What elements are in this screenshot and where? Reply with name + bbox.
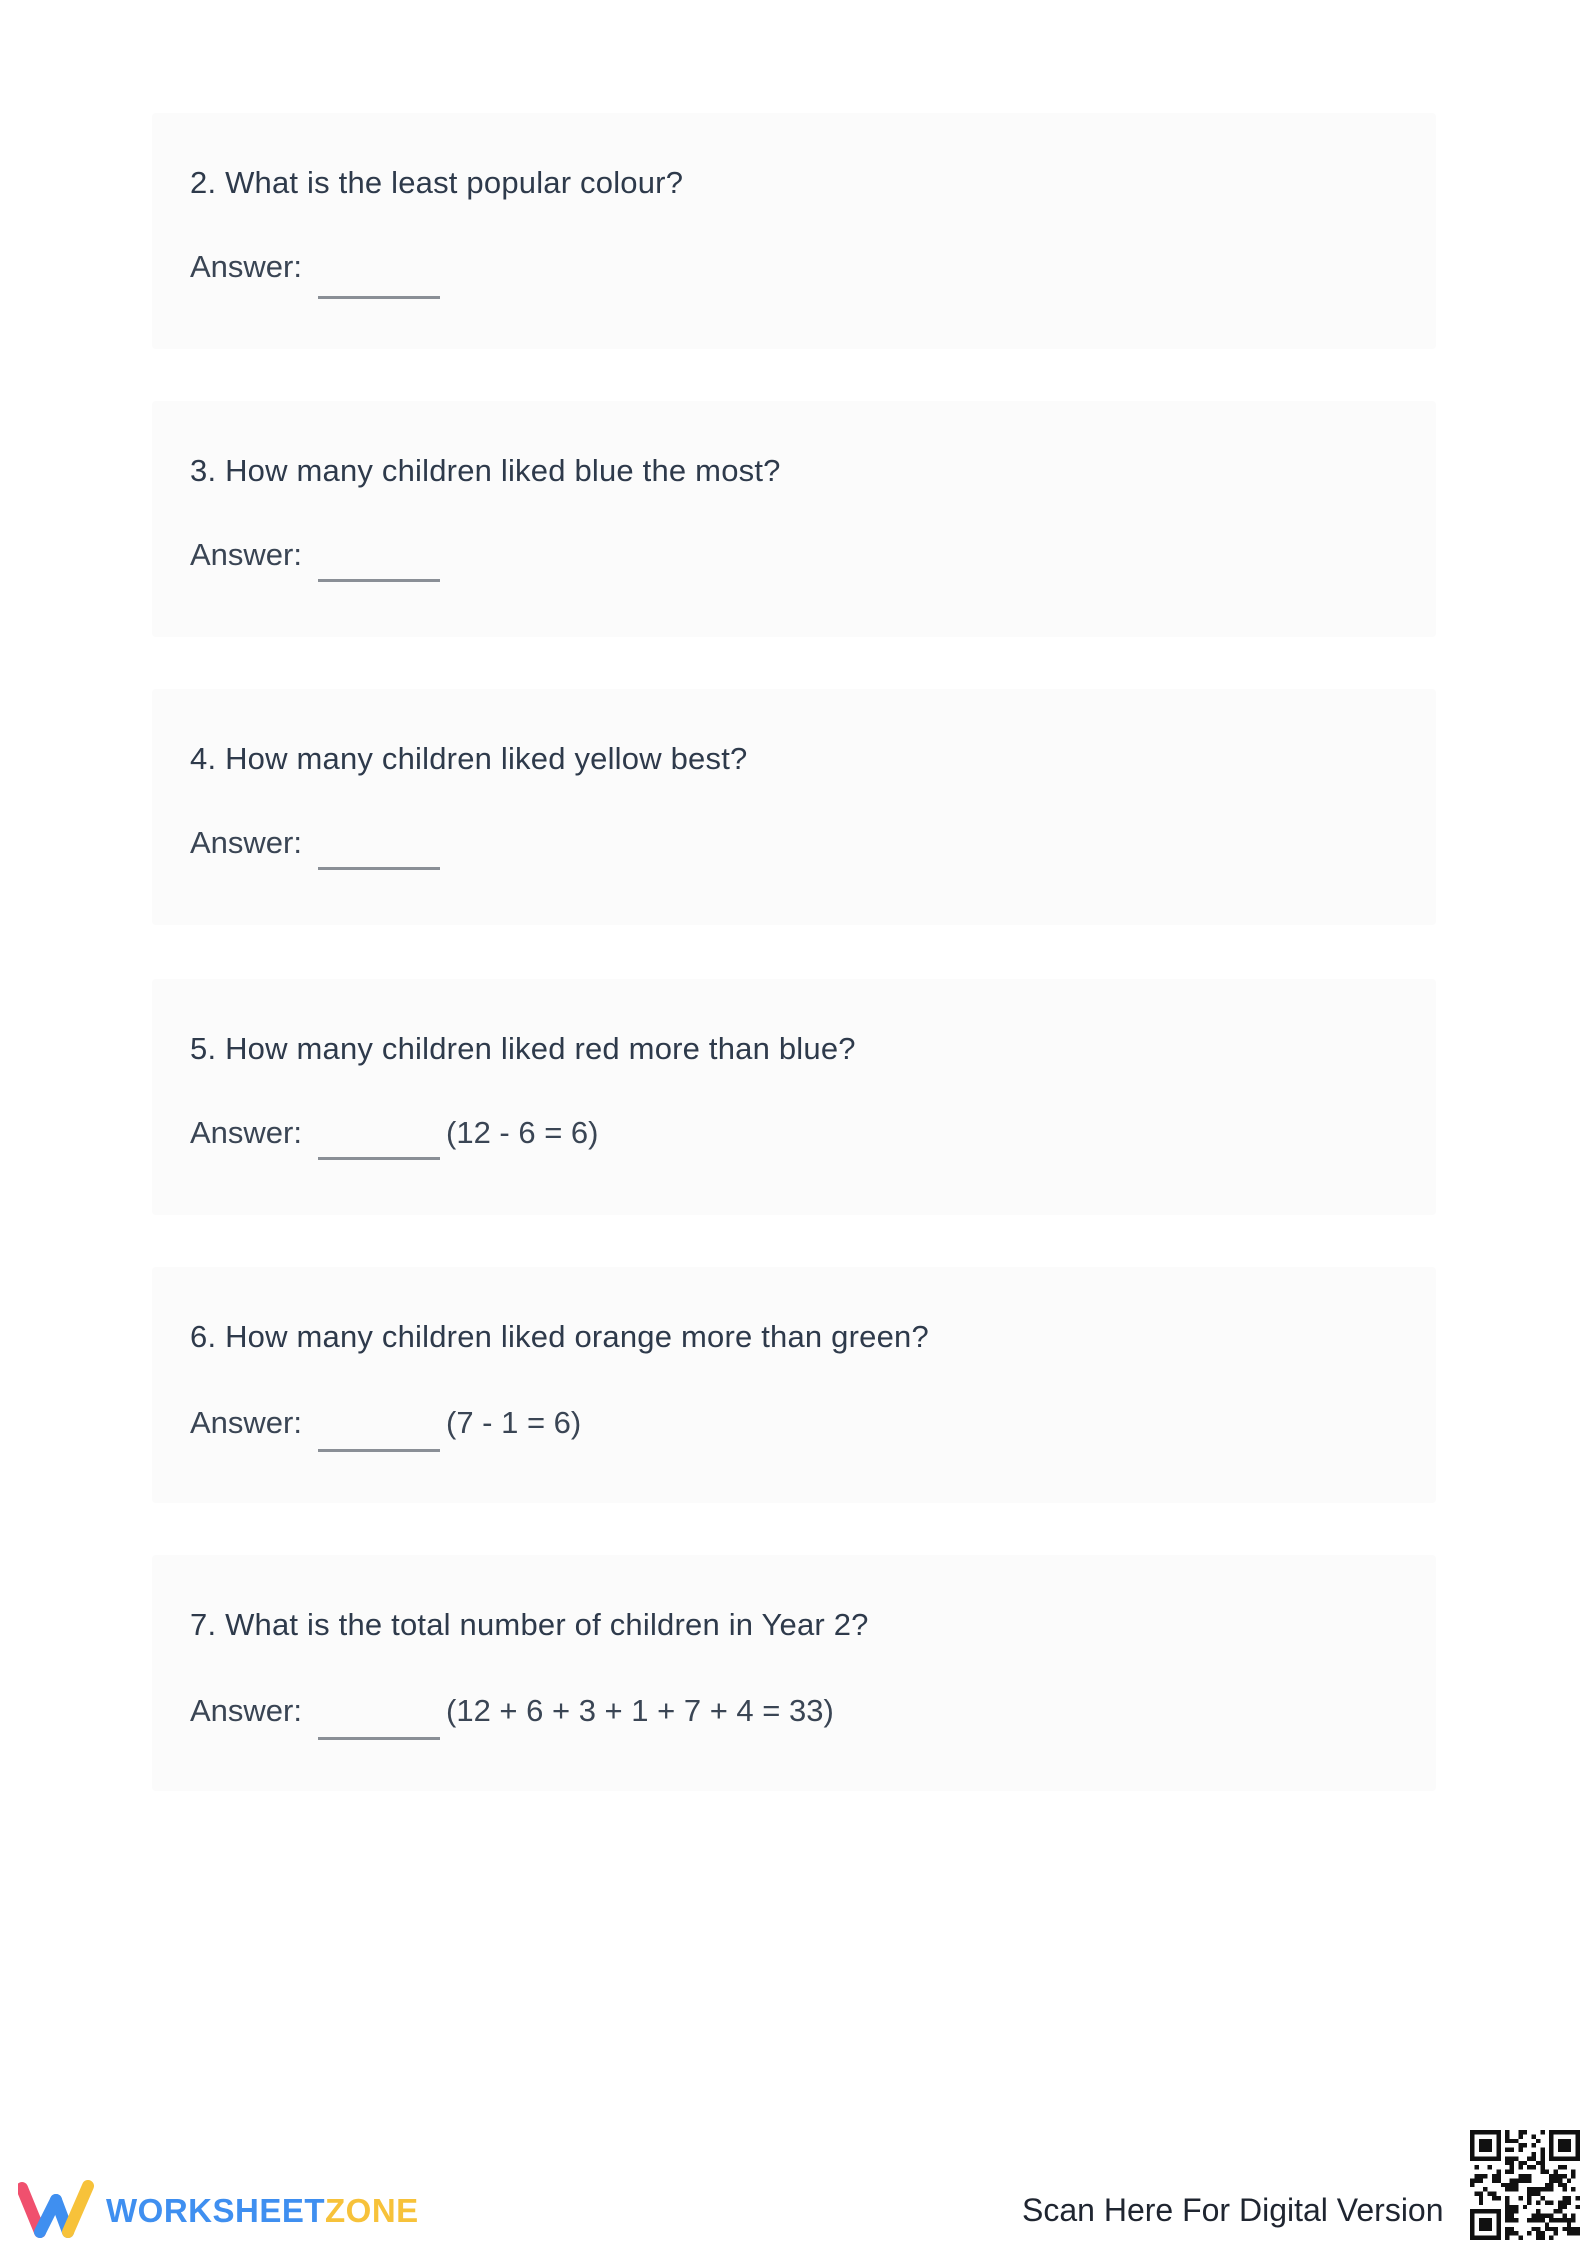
brand-logo[interactable] [18,2180,438,2240]
question-card-4 [152,689,1436,925]
answer-label: Answer: [190,1115,302,1150]
scan-here-label: Scan Here For Digital Version [1022,2192,1444,2228]
brand-name-part1: WORKSHEET [106,2192,325,2229]
answer-label: Answer: [190,1405,302,1440]
answer-label: Answer: [190,1693,302,1728]
question-card-2 [152,113,1436,349]
answer-blank[interactable] [318,867,440,870]
answer-blank[interactable] [318,579,440,582]
question-text: 4. How many children liked yellow best? [190,741,748,776]
question-text: 2. What is the least popular colour? [190,165,684,200]
qr-code-icon[interactable] [1470,2130,1580,2240]
brand-name-part2: ZONE [325,2192,419,2229]
question-text: 5. How many children liked red more than blue? [190,1031,856,1066]
answer-label: Answer: [190,825,302,860]
question-card-5 [152,979,1436,1215]
question-card-6 [152,1267,1436,1503]
question-text: 6. How many children liked orange more than green? [190,1319,929,1354]
answer-label: Answer: [190,537,302,572]
answer-blank[interactable] [318,1157,440,1160]
answer-label: Answer: [190,249,302,284]
answer-hint: (7 - 1 = 6) [446,1405,582,1440]
brand-name [106,2192,419,2230]
answer-hint: (12 - 6 = 6) [446,1115,599,1150]
answer-blank[interactable] [318,1449,440,1452]
answer-blank[interactable] [318,1737,440,1740]
worksheetzone-logo-icon [18,2180,98,2240]
question-card-3 [152,401,1436,637]
question-card-7 [152,1555,1436,1791]
question-text: 3. How many children liked blue the most? [190,453,781,488]
question-text: 7. What is the total number of children in Year 2? [190,1607,869,1642]
answer-blank[interactable] [318,296,440,299]
answer-hint: (12 + 6 + 3 + 1 + 7 + 4 = 33) [446,1693,834,1728]
